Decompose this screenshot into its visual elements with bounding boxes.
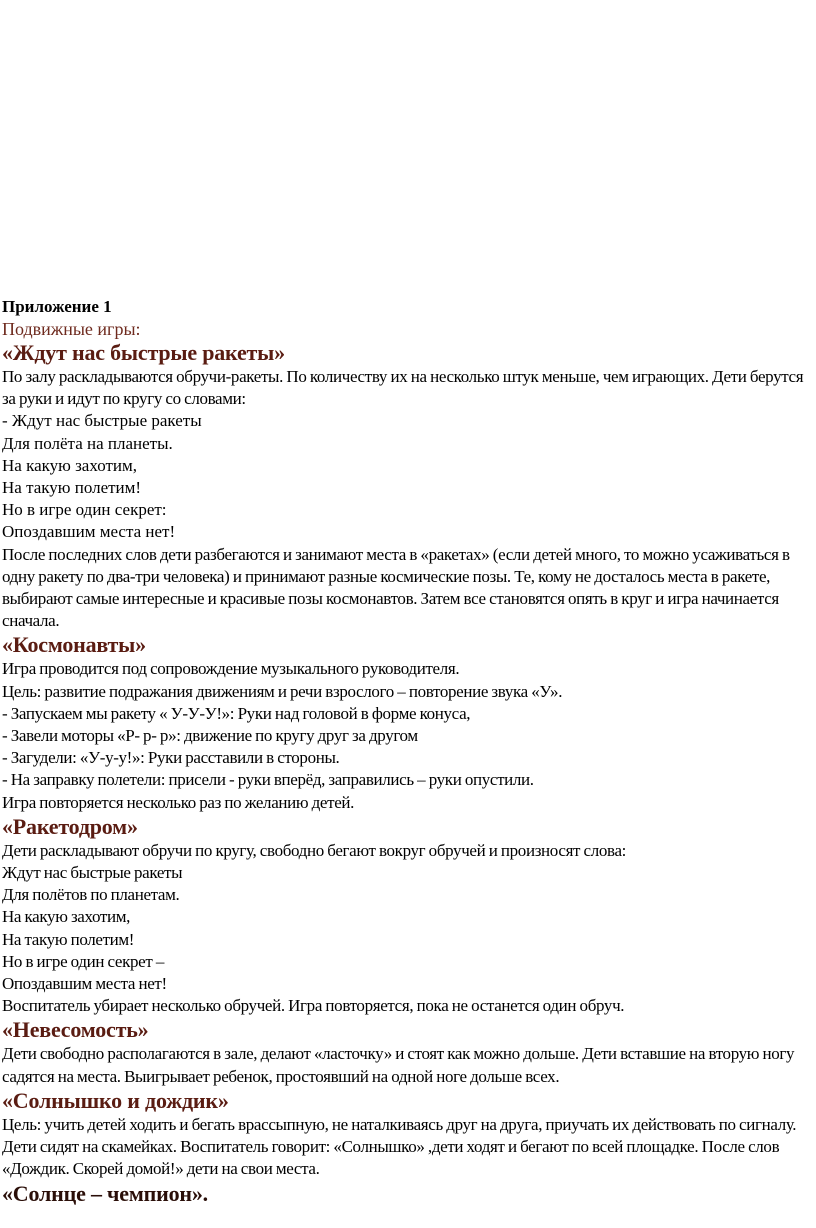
game-line: Ждут нас быстрые ракеты bbox=[2, 863, 183, 883]
game-line: Но в игре один секрет – bbox=[2, 951, 165, 971]
section-subtitle: Подвижные игры: bbox=[2, 319, 141, 339]
game-line: - Завели моторы «Р- р- р»: движение по кругу друг за другом bbox=[2, 726, 418, 746]
game-intro: По залу раскладываются обручи-ракеты. По количеству их на несколько штук меньше, чем играющих. Дети берутся за руки и идут по кругу со словами: bbox=[2, 367, 804, 409]
appendix-title: Приложение 1 bbox=[2, 297, 112, 316]
game-line: Цель: развитие подражания движениям и речи взрослого – повторение звука «У». bbox=[2, 681, 563, 701]
verse-line: Но в игре один секрет: bbox=[2, 500, 167, 520]
game-line: Игра проводится под сопровождение музыкального руководителя. bbox=[2, 659, 460, 679]
game-title: «Космонавты» bbox=[2, 632, 146, 658]
game-line: - Загудели: «У-у-у!»: Руки расставили в стороны. bbox=[2, 748, 340, 768]
game-title: «Ждут нас быстрые ракеты» bbox=[2, 340, 285, 365]
verse-line: На такую полетим! bbox=[2, 478, 142, 498]
game-section-cosmonauts bbox=[2, 632, 814, 813]
game-line: Опоздавшим места нет! bbox=[2, 974, 167, 994]
game-section-weightlessness bbox=[2, 1017, 814, 1087]
game-line: Воспитатель убирает несколько обручей. Игра повторяется, пока не останется один обруч. bbox=[2, 996, 625, 1016]
game-section-rocketdrome bbox=[2, 814, 814, 1018]
game-text: Дети сидят на скамейках. Воспитатель говорит: «Солнышко» ,дети ходят и бегают по всей площадке. После слов «Дождик. Скорей домой!» дети на свои места. bbox=[2, 1137, 780, 1179]
game-outro: После последних слов дети разбегаются и занимают места в «ракетах» (если детей много, то можно усаживаться в одну ракету по два-три человека) и принимают разные космические позы. Те, кому не досталось места в ракете, выбирают самые интересные и красивые позы космонавтов. Затем все становятся опять в круг и игра начинается сначала. bbox=[2, 544, 790, 631]
verse-line: Для полёта на планеты. bbox=[2, 433, 173, 453]
game-line: Игра повторяется несколько раз по желанию детей. bbox=[2, 792, 355, 812]
game-line: Дети раскладывают обручи по кругу, свободно бегают вокруг обручей и произносят слова: bbox=[2, 840, 627, 860]
game-line: На такую полетим! bbox=[2, 929, 135, 949]
game-section-sun-champion bbox=[2, 1181, 814, 1207]
game-line: - На заправку полетели: присели - руки вперёд, заправились – руки опустили. bbox=[2, 770, 534, 790]
game-text: Дети свободно располагаются в зале, делают «ласточку» и стоят как можно дольше. Дети вставшие на вторую ногу садятся на места. Выигрывает ребенок, простоявший на одной ноге дольше всех. bbox=[2, 1044, 795, 1086]
verse-line: - Ждут нас быстрые ракеты bbox=[2, 411, 202, 431]
game-line: Для полётов по планетам. bbox=[2, 885, 180, 905]
game-title: «Ракетодром» bbox=[2, 813, 138, 839]
game-line: - Запускаем мы ракету « У-У-У!»: Руки над головой в форме конуса, bbox=[2, 703, 471, 723]
game-verse bbox=[2, 410, 814, 543]
verse-line: На какую захотим, bbox=[2, 455, 138, 475]
document-page bbox=[2, 296, 814, 1207]
game-line: На какую захотим, bbox=[2, 907, 131, 927]
game-goal: Цель: учить детей ходить и бегать врассыпную, не наталкиваясь друг на друга, приучать их действовать по сигналу. bbox=[2, 1114, 797, 1134]
game-title: «Невесомость» bbox=[2, 1017, 149, 1043]
verse-line: Опоздавшим места нет! bbox=[2, 522, 176, 542]
game-title: «Солнышко и дождик» bbox=[2, 1087, 229, 1113]
game-section-sun-and-rain bbox=[2, 1088, 814, 1181]
game-title: «Солнце – чемпион». bbox=[2, 1180, 208, 1206]
game-section-rockets bbox=[2, 340, 814, 632]
